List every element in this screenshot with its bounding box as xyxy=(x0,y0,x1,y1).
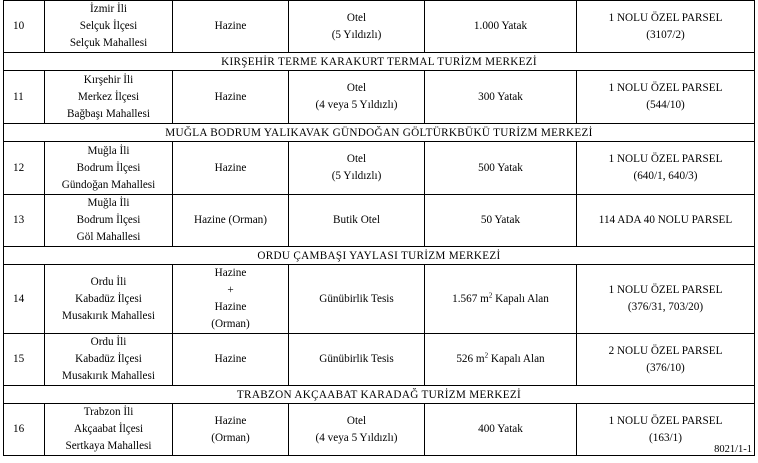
use-cell-line: Butik Otel xyxy=(333,214,380,226)
use-cell xyxy=(289,71,425,124)
capacity-value: 50 Yatak xyxy=(480,214,521,226)
parcel-cell xyxy=(577,1,755,53)
use-cell-line: (5 Yıldızlı) xyxy=(331,28,382,41)
capacity-cell xyxy=(425,334,577,386)
location-cell-line: Bodrum İlçesi xyxy=(76,161,141,174)
location-cell xyxy=(45,404,173,456)
capacity-suffix: Kapalı Alan xyxy=(492,292,549,305)
row-number: 12 xyxy=(4,142,45,195)
capacity-cell xyxy=(425,265,577,334)
owner-cell-line: (Orman) xyxy=(211,431,250,444)
location-cell-line: Selçuk İlçesi xyxy=(79,20,138,32)
owner-cell-line: Hazine xyxy=(214,301,247,313)
section-title: TRABZON AKÇAABAT KARADAĞ TURİZM MERKEZİ xyxy=(4,386,755,404)
owner-cell-line: Hazine (Orman) xyxy=(194,214,267,226)
owner-cell-line: + xyxy=(227,284,234,296)
location-cell-line: Musakırık Mahallesi xyxy=(62,309,155,322)
location-cell-line: Bodrum İlçesi xyxy=(76,214,141,226)
owner-cell xyxy=(173,1,289,53)
page-footer-code: 8021/1-1 xyxy=(714,444,752,455)
location-cell xyxy=(45,71,173,124)
section-title: MUĞLA BODRUM YALIKAVAK GÜNDOĞAN GÖLTÜRKBÜKÜ TURİZM MERKEZİ xyxy=(4,124,755,142)
location-cell-line: Muğla İli xyxy=(87,197,130,209)
location-cell-line: İzmir İli xyxy=(90,3,127,15)
parcel-cell xyxy=(577,265,755,334)
location-cell-line: Gündoğan Mahallesi xyxy=(61,178,156,191)
row-number: 13 xyxy=(4,195,45,247)
parcel-cell-line: (376/31, 703/20) xyxy=(627,301,704,313)
section-title: KIRŞEHİR TERME KARAKURT TERMAL TURİZM MERKEZİ xyxy=(4,53,755,71)
location-cell-line: Muğla İli xyxy=(87,144,130,157)
location-cell-line: Bağbaşı Mahallesi xyxy=(67,107,150,120)
capacity-unit-exponent: 2 xyxy=(488,290,493,299)
table-row xyxy=(4,265,755,334)
location-cell xyxy=(45,142,173,195)
owner-cell-line: Hazine xyxy=(214,414,247,427)
location-cell-line: Göl Mahallesi xyxy=(76,231,141,243)
owner-cell-line: Hazine xyxy=(214,20,247,32)
parcel-cell xyxy=(577,71,755,124)
capacity-cell xyxy=(425,404,577,456)
use-cell xyxy=(289,142,425,195)
parcel-cell-line: (544/10) xyxy=(646,99,685,111)
table-row xyxy=(4,142,755,195)
owner-cell xyxy=(173,265,289,334)
use-cell-line: (4 veya 5 Yıldızlı) xyxy=(315,99,398,111)
location-cell-line: Selçuk Mahallesi xyxy=(69,37,148,49)
parcel-cell-line: 1 NOLU ÖZEL PARSEL xyxy=(608,284,723,296)
parcel-cell-line: 114 ADA 40 NOLU PARSEL xyxy=(598,214,733,226)
use-cell xyxy=(289,404,425,456)
parcel-cell-line: 1 NOLU ÖZEL PARSEL xyxy=(608,11,723,24)
location-cell-line: Ordu İli xyxy=(90,336,127,348)
section-header-row xyxy=(4,386,755,404)
capacity-value: 1.000 Yatak xyxy=(473,20,528,32)
owner-cell-line: Hazine xyxy=(214,353,247,365)
location-cell-line: Ordu İli xyxy=(90,275,127,288)
use-cell xyxy=(289,334,425,386)
section-header-row xyxy=(4,124,755,142)
parcel-cell-line: (376/10) xyxy=(646,361,685,374)
row-number: 10 xyxy=(4,1,45,53)
owner-cell-line: Hazine xyxy=(214,90,247,103)
capacity-value: 526 m xyxy=(456,353,485,365)
use-cell-line: Otel xyxy=(346,153,367,165)
use-cell-line: Günübirlik Tesis xyxy=(319,292,394,305)
parcel-cell-line: (163/1) xyxy=(649,431,682,444)
location-cell-line: Kabadüz İlçesi xyxy=(75,353,142,365)
location-cell-line: Kırşehir İli xyxy=(83,73,134,86)
table-row xyxy=(4,404,755,456)
owner-cell-line: Hazine xyxy=(214,161,247,174)
use-cell xyxy=(289,195,425,247)
location-cell-line: Akçaabat İlçesi xyxy=(73,423,144,435)
owner-cell-line: Hazine xyxy=(214,267,247,279)
capacity-suffix: Kapalı Alan xyxy=(488,353,545,365)
location-cell-line: Trabzon İli xyxy=(83,406,134,418)
location-cell-line: Kabadüz İlçesi xyxy=(75,292,142,305)
owner-cell xyxy=(173,142,289,195)
parcel-cell xyxy=(577,142,755,195)
location-cell-line: Sertkaya Mahallesi xyxy=(65,440,152,452)
use-cell-line: Otel xyxy=(346,414,367,427)
table-row xyxy=(4,71,755,124)
parcel-cell-line: 2 NOLU ÖZEL PARSEL xyxy=(608,344,723,357)
parcel-cell-line: 1 NOLU ÖZEL PARSEL xyxy=(608,153,723,165)
location-cell-line: Musakırık Mahallesi xyxy=(62,370,155,382)
table-row xyxy=(4,1,755,53)
parcel-cell xyxy=(577,195,755,247)
parcel-cell-line: 1 NOLU ÖZEL PARSEL xyxy=(608,82,723,94)
parcel-cell-line: 1 NOLU ÖZEL PARSEL xyxy=(608,414,723,427)
owner-cell xyxy=(173,195,289,247)
row-number: 15 xyxy=(4,334,45,386)
row-number: 16 xyxy=(4,404,45,456)
section-title: ORDU ÇAMBAŞI YAYLASI TURİZM MERKEZİ xyxy=(4,247,755,265)
location-cell xyxy=(45,1,173,53)
capacity-cell xyxy=(425,71,577,124)
capacity-value: 500 Yatak xyxy=(478,161,523,174)
parcel-cell xyxy=(577,334,755,386)
row-number: 14 xyxy=(4,265,45,334)
parcel-table xyxy=(3,0,755,456)
owner-cell xyxy=(173,71,289,124)
capacity-cell xyxy=(425,195,577,247)
use-cell-line: (5 Yıldızlı) xyxy=(331,170,382,182)
use-cell-line: Otel xyxy=(346,82,367,94)
table-row xyxy=(4,334,755,386)
capacity-value: 400 Yatak xyxy=(478,423,523,435)
location-cell xyxy=(45,334,173,386)
section-header-row xyxy=(4,247,755,265)
parcel-cell-line: (3107/2) xyxy=(646,28,685,41)
capacity-value: 1.567 m xyxy=(452,292,489,305)
use-cell-line: (4 veya 5 Yıldızlı) xyxy=(315,431,398,444)
use-cell-line: Günübirlik Tesis xyxy=(319,353,394,365)
row-number: 11 xyxy=(4,71,45,124)
location-cell xyxy=(45,195,173,247)
capacity-cell xyxy=(425,142,577,195)
capacity-unit-exponent: 2 xyxy=(484,351,489,360)
location-cell xyxy=(45,265,173,334)
owner-cell xyxy=(173,334,289,386)
parcel-cell-line: (640/1, 640/3) xyxy=(633,170,698,182)
use-cell-line: Otel xyxy=(346,11,367,24)
capacity-value: 300 Yatak xyxy=(478,90,523,103)
use-cell xyxy=(289,1,425,53)
table-row xyxy=(4,195,755,247)
owner-cell-line: (Orman) xyxy=(211,318,250,330)
use-cell xyxy=(289,265,425,334)
capacity-cell xyxy=(425,1,577,53)
section-header-row xyxy=(4,53,755,71)
owner-cell xyxy=(173,404,289,456)
location-cell-line: Merkez İlçesi xyxy=(77,90,140,103)
